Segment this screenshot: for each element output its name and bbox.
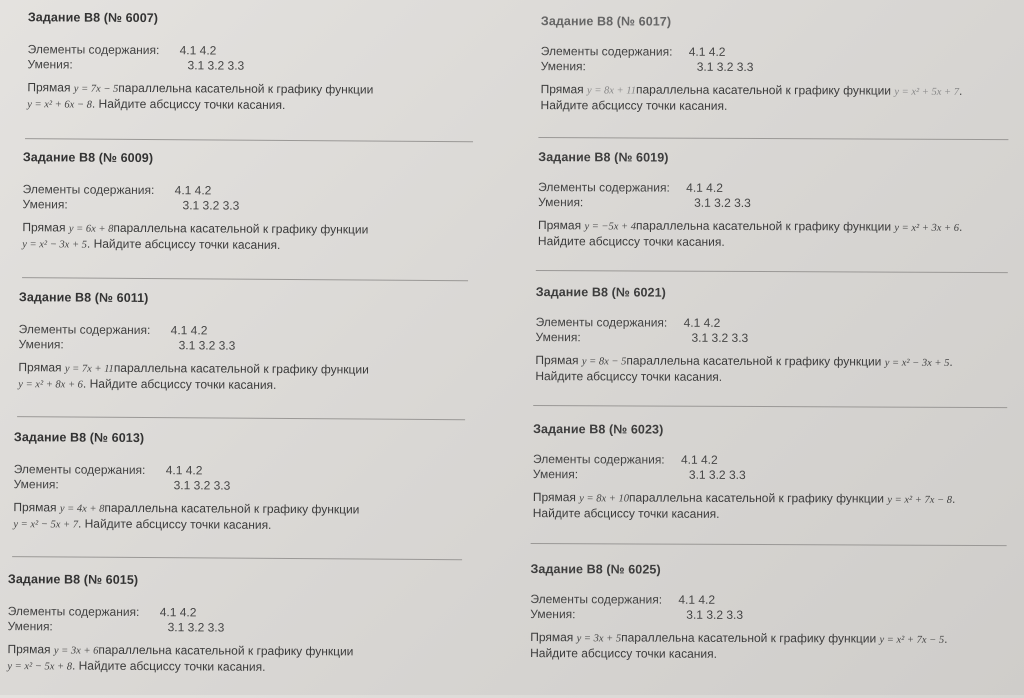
problem-prefix: Прямая (18, 360, 62, 375)
problem-prefix: Прямая (27, 80, 71, 95)
problem-suffix: . (951, 491, 956, 506)
content-elements-label: Элементы содержания: (27, 42, 160, 58)
divider (538, 137, 1008, 140)
skills-values: 3.1 3.2 3.3 (688, 467, 746, 482)
problem-text (27, 80, 497, 115)
problem-suffix: . (958, 219, 963, 234)
problem-suffix: . (958, 83, 963, 98)
skills-label: Умения: (7, 619, 53, 634)
skills-label: Умения: (532, 467, 579, 482)
skills-label: Умения: (535, 330, 581, 345)
skills-values: 3.1 3.2 3.3 (686, 607, 744, 622)
content-elements-label: Элементы содержания: (18, 322, 151, 338)
function-equation: y = x² − 3x + 5 (22, 239, 87, 251)
problem-text (541, 82, 1011, 115)
line-equation: y = 8x + 11 (587, 85, 637, 97)
problem-text (7, 642, 477, 677)
content-elements-label: Элементы содержания: (530, 592, 663, 607)
content-elements-label: Элементы содержания: (540, 44, 673, 59)
task-6011 (18, 290, 489, 395)
function-equation: y = x² − 5x + 8 (7, 661, 73, 673)
function-equation: y = x² − 3x + 5 (884, 357, 950, 369)
problem-question: . Найдите абсциссу точки касания. (77, 516, 272, 532)
problem-text (18, 360, 488, 395)
problem-text (533, 490, 1003, 523)
skills-values: 3.1 3.2 3.3 (182, 198, 240, 213)
content-elements-label: Элементы содержания: (535, 315, 668, 330)
content-elements-values: 4.1 4.2 (179, 43, 217, 58)
task-6015 (7, 572, 478, 677)
skills-row (541, 59, 1011, 76)
content-elements-values: 4.1 4.2 (683, 315, 721, 330)
line-equation: y = 3x + 6 (53, 645, 99, 657)
problem-middle: параллельна касательной к графику функции (621, 630, 877, 646)
task-6021 (535, 285, 1005, 386)
function-equation: y = x² + 5x + 7 (894, 86, 960, 98)
task-title: Задание B8 (№ 6015) (7, 572, 139, 587)
problem-text (538, 218, 1008, 251)
task-title: Задание B8 (№ 6025) (530, 562, 661, 577)
task-title: Задание B8 (№ 6011) (18, 290, 149, 306)
problem-middle: параллельна касательной к графику функции (113, 360, 369, 377)
task-title: Задание B8 (№ 6017) (540, 14, 672, 29)
skills-label: Умения: (18, 337, 64, 352)
function-equation: y = x² + 6x − 8 (27, 99, 92, 111)
skills-values: 3.1 3.2 3.3 (187, 58, 245, 73)
line-equation: y = 8x + 10 (579, 493, 630, 505)
function-equation: y = x² + 7x − 8 (887, 494, 953, 506)
skills-row (538, 195, 1008, 212)
divider (533, 405, 1007, 408)
content-elements-label: Элементы содержания: (7, 604, 140, 619)
line-equation: y = 4x + 8 (59, 503, 105, 515)
problem-middle: параллельна касательной к графику функции (104, 500, 360, 517)
problem-prefix: Прямая (535, 353, 579, 368)
skills-row (535, 330, 1005, 347)
function-equation: y = x² + 7x − 5 (879, 634, 945, 646)
problem-question: Найдите абсциссу точки касания. (537, 234, 725, 249)
content-elements-label: Элементы содержания: (22, 182, 155, 198)
problem-text (22, 220, 492, 255)
task-6009 (22, 150, 493, 255)
task-6023 (533, 422, 1003, 523)
content-elements-label: Элементы содержания: (532, 452, 665, 467)
content-elements-label: Элементы содержания: (538, 180, 670, 195)
line-equation: y = 8x − 5 (581, 356, 627, 368)
skills-values: 3.1 3.2 3.3 (694, 195, 751, 210)
line-equation: y = 7x − 5 (73, 83, 119, 95)
problem-prefix: Прямая (537, 218, 582, 233)
problem-question: Найдите абсциссу точки касания. (540, 98, 728, 113)
problem-text (535, 353, 1005, 386)
skills-label: Умения: (13, 477, 59, 492)
problem-question: . Найдите абсциссу точки касания. (71, 658, 266, 674)
line-equation: y = 3x + 5 (576, 633, 622, 645)
skills-row (8, 619, 478, 637)
skills-label: Умения: (538, 195, 584, 210)
task-6025 (530, 562, 1000, 663)
problem-text (530, 630, 1000, 663)
task-title: Задание B8 (№ 6007) (27, 10, 159, 26)
task-6007 (27, 10, 498, 115)
divider (22, 277, 468, 281)
content-elements-values: 4.1 4.2 (686, 180, 723, 195)
left-column (0, 0, 500, 698)
skills-row (14, 477, 484, 495)
problem-question: . Найдите абсциссу точки касания. (82, 376, 277, 392)
skills-values: 3.1 3.2 3.3 (696, 59, 754, 74)
problem-prefix: Прямая (532, 490, 576, 505)
problem-middle: параллельна касательной к графику функции (118, 80, 374, 97)
task-title: Задание B8 (№ 6023) (533, 422, 664, 437)
problem-question: Найдите абсциссу точки касания. (532, 506, 720, 521)
content-elements-values: 4.1 4.2 (159, 605, 197, 620)
problem-question: . Найдите абсциссу точки касания. (86, 236, 281, 252)
skills-values: 3.1 3.2 3.3 (691, 330, 749, 345)
problem-middle: параллельна касательной к графику функции (628, 490, 885, 506)
task-title: Задание B8 (№ 6019) (538, 150, 669, 165)
problem-prefix: Прямая (530, 630, 574, 645)
task-title: Задание B8 (№ 6009) (22, 150, 154, 166)
skills-label: Умения: (540, 59, 586, 74)
line-equation: y = 6x + 8 (68, 223, 114, 235)
task-title: Задание B8 (№ 6021) (535, 285, 666, 300)
problem-suffix: . (944, 631, 948, 646)
problem-question: . Найдите абсциссу точки касания. (91, 96, 286, 112)
function-equation: y = x² − 5x + 7 (13, 519, 79, 531)
content-elements-label: Элементы содержания: (13, 462, 146, 478)
task-6017 (541, 14, 1011, 115)
content-elements-values: 4.1 4.2 (680, 452, 718, 467)
skills-values: 3.1 3.2 3.3 (178, 338, 236, 353)
problem-suffix: . (949, 354, 953, 369)
skills-label: Умения: (530, 607, 576, 622)
divider (12, 556, 462, 560)
content-elements-values: 4.1 4.2 (174, 183, 212, 198)
function-equation: y = x² + 3x + 6 (894, 222, 960, 234)
problem-question: Найдите абсциссу точки касания. (530, 646, 717, 661)
content-elements-values: 4.1 4.2 (165, 463, 203, 478)
problem-prefix: Прямая (13, 500, 57, 515)
content-elements-values: 4.1 4.2 (170, 323, 208, 338)
problem-middle: параллельна касательной к графику функции (635, 82, 892, 98)
skills-values: 3.1 3.2 3.3 (173, 478, 231, 493)
skills-values: 3.1 3.2 3.3 (167, 620, 225, 635)
problem-middle: параллельна касательной к графику функции (626, 353, 882, 369)
right-column (522, 0, 1024, 697)
line-equation: y = 7x + 11 (64, 363, 114, 375)
problem-middle: параллельна касательной к графику функции (98, 642, 354, 659)
skills-row (533, 467, 1003, 484)
skills-row (19, 337, 489, 355)
task-title: Задание B8 (№ 6013) (13, 430, 145, 446)
skills-label: Умения: (22, 197, 68, 212)
problem-question: Найдите абсциссу точки касания. (535, 369, 723, 384)
divider (25, 138, 473, 142)
line-equation: y = −5x + 4 (584, 221, 637, 233)
content-elements-values: 4.1 4.2 (678, 592, 716, 607)
skills-row (530, 607, 1000, 624)
problem-prefix: Прямая (7, 642, 51, 657)
problem-middle: параллельна касательной к графику функции (113, 220, 369, 237)
divider (531, 543, 1007, 546)
skills-row (23, 197, 493, 215)
task-6013 (13, 430, 484, 535)
task-6019 (538, 150, 1008, 251)
problem-text (13, 500, 483, 535)
problem-prefix: Прямая (540, 82, 584, 97)
problem-prefix: Прямая (22, 220, 66, 235)
problem-middle: параллельна касательной к графику функции (636, 218, 892, 234)
skills-label: Умения: (27, 57, 73, 72)
function-equation: y = x² + 8x + 6 (18, 379, 83, 391)
divider (17, 416, 465, 420)
divider (536, 270, 1008, 273)
content-elements-values: 4.1 4.2 (688, 44, 726, 59)
skills-row (27, 57, 497, 75)
